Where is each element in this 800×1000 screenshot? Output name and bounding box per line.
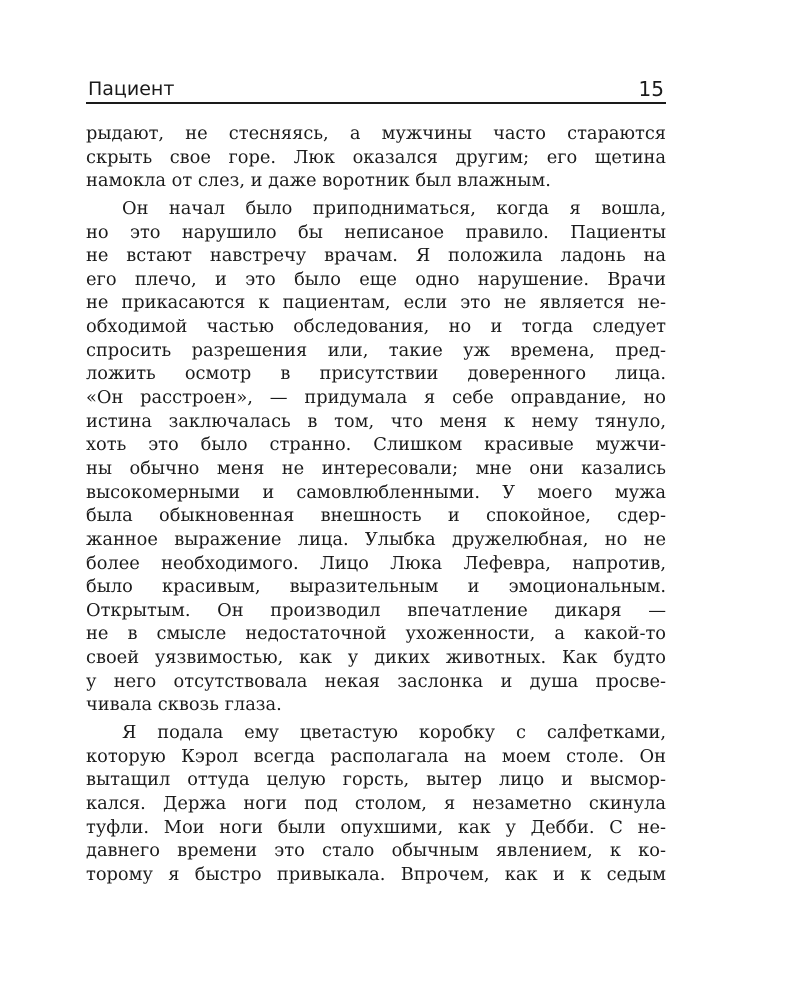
text-line: своей уязвимостью, как у диких животных. Как будто <box>86 647 666 669</box>
text-line: спросить разрешения или, такие уж времена, пред- <box>86 339 666 361</box>
text-line: не встают навстречу врачам. Я положила ладонь на <box>86 245 666 267</box>
text-line: торому я быстро привыкала. Впрочем, как и к седым <box>86 863 666 885</box>
text-line: было красивым, выразительным и эмоциональным. <box>86 576 666 598</box>
page-number: 15 <box>638 77 664 101</box>
text-line: Он начал было приподниматься, когда я вошла, <box>122 197 666 219</box>
running-header <box>86 76 666 104</box>
text-line: намокла от слез, и даже воротник был влажным. <box>86 170 551 192</box>
text-line: «Он расстроен», — придумала я себе оправдание, но <box>86 387 666 409</box>
text-line: была обыкновенная внешность и спокойное, сдер- <box>86 505 666 527</box>
text-line: Открытым. Он производил впечатление дикаря — <box>86 599 666 621</box>
text-line: истина заключалась в том, что меня к нему тянуло, <box>86 410 666 432</box>
text-line: но это нарушило бы неписаное правило. Пациенты <box>86 221 666 243</box>
paragraph <box>86 721 666 886</box>
text-line: не прикасаются к пациентам, если это не является не- <box>86 292 666 314</box>
text-line: давнего времени это стало обычным явлением, к ко- <box>86 840 666 862</box>
text-line: чивала сквозь глаза. <box>86 694 282 716</box>
text-line: скрыть свое горе. Люк оказался другим; его щетина <box>86 146 666 168</box>
paragraph <box>86 197 666 717</box>
text-line: вытащил оттуда целую горсть, вытер лицо и высмор- <box>86 769 666 791</box>
text-line: Я подала ему цветастую коробку с салфетками, <box>122 722 666 744</box>
text-line: которую Кэрол всегда располагала на моем столе. Он <box>86 745 666 767</box>
text-line: туфли. Мои ноги были опухшими, как у Дебби. С не- <box>86 816 666 838</box>
paragraph <box>86 122 666 193</box>
text-body <box>86 122 666 887</box>
text-line: не в смысле недостаточной ухоженности, а какой-то <box>86 623 666 645</box>
running-title: Пациент <box>88 78 175 100</box>
text-line: кался. Держа ноги под столом, я незаметно скинула <box>86 792 666 814</box>
text-line: ложить осмотр в присутствии доверенного лица. <box>86 363 666 385</box>
text-line: высокомерными и самовлюбленными. У моего мужа <box>86 481 666 503</box>
text-line: более необходимого. Лицо Люка Лефевра, напротив, <box>86 552 666 574</box>
text-line: жанное выражение лица. Улыбка дружелюбная, но не <box>86 528 666 550</box>
text-line: рыдают, не стесняясь, а мужчины часто стараются <box>86 123 666 144</box>
text-line: у него отсутствовала некая заслонка и душа просве- <box>86 670 666 692</box>
text-line: его плечо, и это было еще одно нарушение. Врачи <box>86 268 666 290</box>
text-line: хоть это было странно. Слишком красивые мужчи- <box>86 434 666 456</box>
text-line: ны обычно меня не интересовали; мне они казались <box>86 457 666 479</box>
text-line: обходимой частью обследования, но и тогда следует <box>86 316 666 338</box>
